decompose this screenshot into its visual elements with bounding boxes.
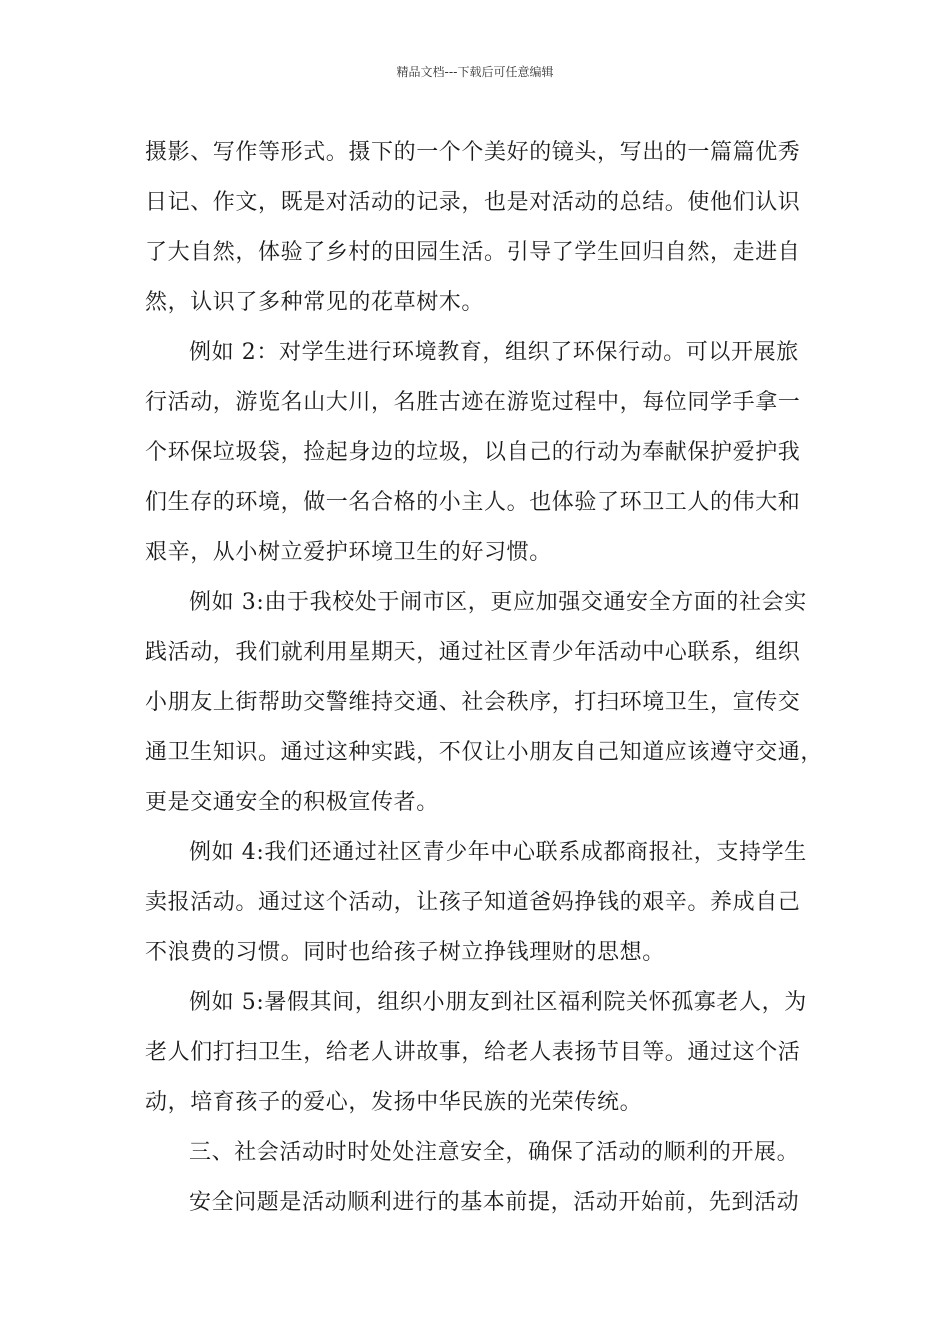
section-heading-line: 三、社会活动时时处处注意安全，确保了活动的顺利的开展。 <box>189 1140 800 1165</box>
paragraph-start-line: 例如 3:由于我校处于闹市区，更应加强交通安全方面的社会实 <box>189 590 807 615</box>
text-line: 不浪费的习惯。同时也给孩子树立挣钱理财的思想。 <box>145 940 665 965</box>
paragraph-start-line: 例如 5:暑假其间，组织小朋友到社区福利院关怀孤寡老人，为 <box>189 990 807 1015</box>
text-line: 动，培育孩子的爱心，发扬中华民族的光荣传统。 <box>145 1090 643 1115</box>
text-line: 小朋友上街帮助交警维持交通、社会秩序，打扫环境卫生，宣传交 <box>145 690 801 715</box>
paragraph-start-line: 例如 2：对学生进行环境教育，组织了环保行动。可以开展旅 <box>189 340 799 365</box>
text-line: 卖报活动。通过这个活动，让孩子知道爸妈挣钱的艰辛。养成自己 <box>145 890 801 915</box>
page-header: 精品文档---下载后可任意编辑 <box>396 65 554 79</box>
text-line: 日记、作文，既是对活动的记录，也是对活动的总结。使他们认识 <box>145 190 801 215</box>
text-line: 老人们打扫卫生，给老人讲故事，给老人表扬节目等。通过这个活 <box>145 1040 801 1065</box>
text-line: 然，认识了多种常见的花草树木。 <box>145 290 485 315</box>
paragraph-start-line: 安全问题是活动顺利进行的基本前提，活动开始前，先到活动 <box>189 1190 800 1215</box>
text-line: 行活动，游览名山大川，名胜古迹在游览过程中，每位同学手拿一 <box>145 390 801 415</box>
text-line: 摄影、写作等形式。摄下的一个个美好的镜头，写出的一篇篇优秀 <box>145 140 801 165</box>
text-line: 了大自然，体验了乡村的田园生活。引导了学生回归自然，走进自 <box>145 240 801 265</box>
paragraph-start-line: 例如 4:我们还通过社区青少年中心联系成都商报社，支持学生 <box>189 840 807 865</box>
text-line: 更是交通安全的积极宣传者。 <box>145 790 439 815</box>
text-line: 践活动，我们就利用星期天，通过社区青少年活动中心联系，组织 <box>145 640 801 665</box>
text-line: 们生存的环境，做一名合格的小主人。也体验了环卫工人的伟大和 <box>145 490 801 515</box>
text-line: 个环保垃圾袋，捡起身边的垃圾，以自己的行动为奉献保护爱护我 <box>145 440 801 465</box>
text-line: 通卫生知识。通过这种实践，不仅让小朋友自己知道应该遵守交通， <box>145 740 824 765</box>
document-body <box>145 128 824 1228</box>
text-line: 艰辛，从小树立爱护环境卫生的好习惯。 <box>145 540 552 565</box>
